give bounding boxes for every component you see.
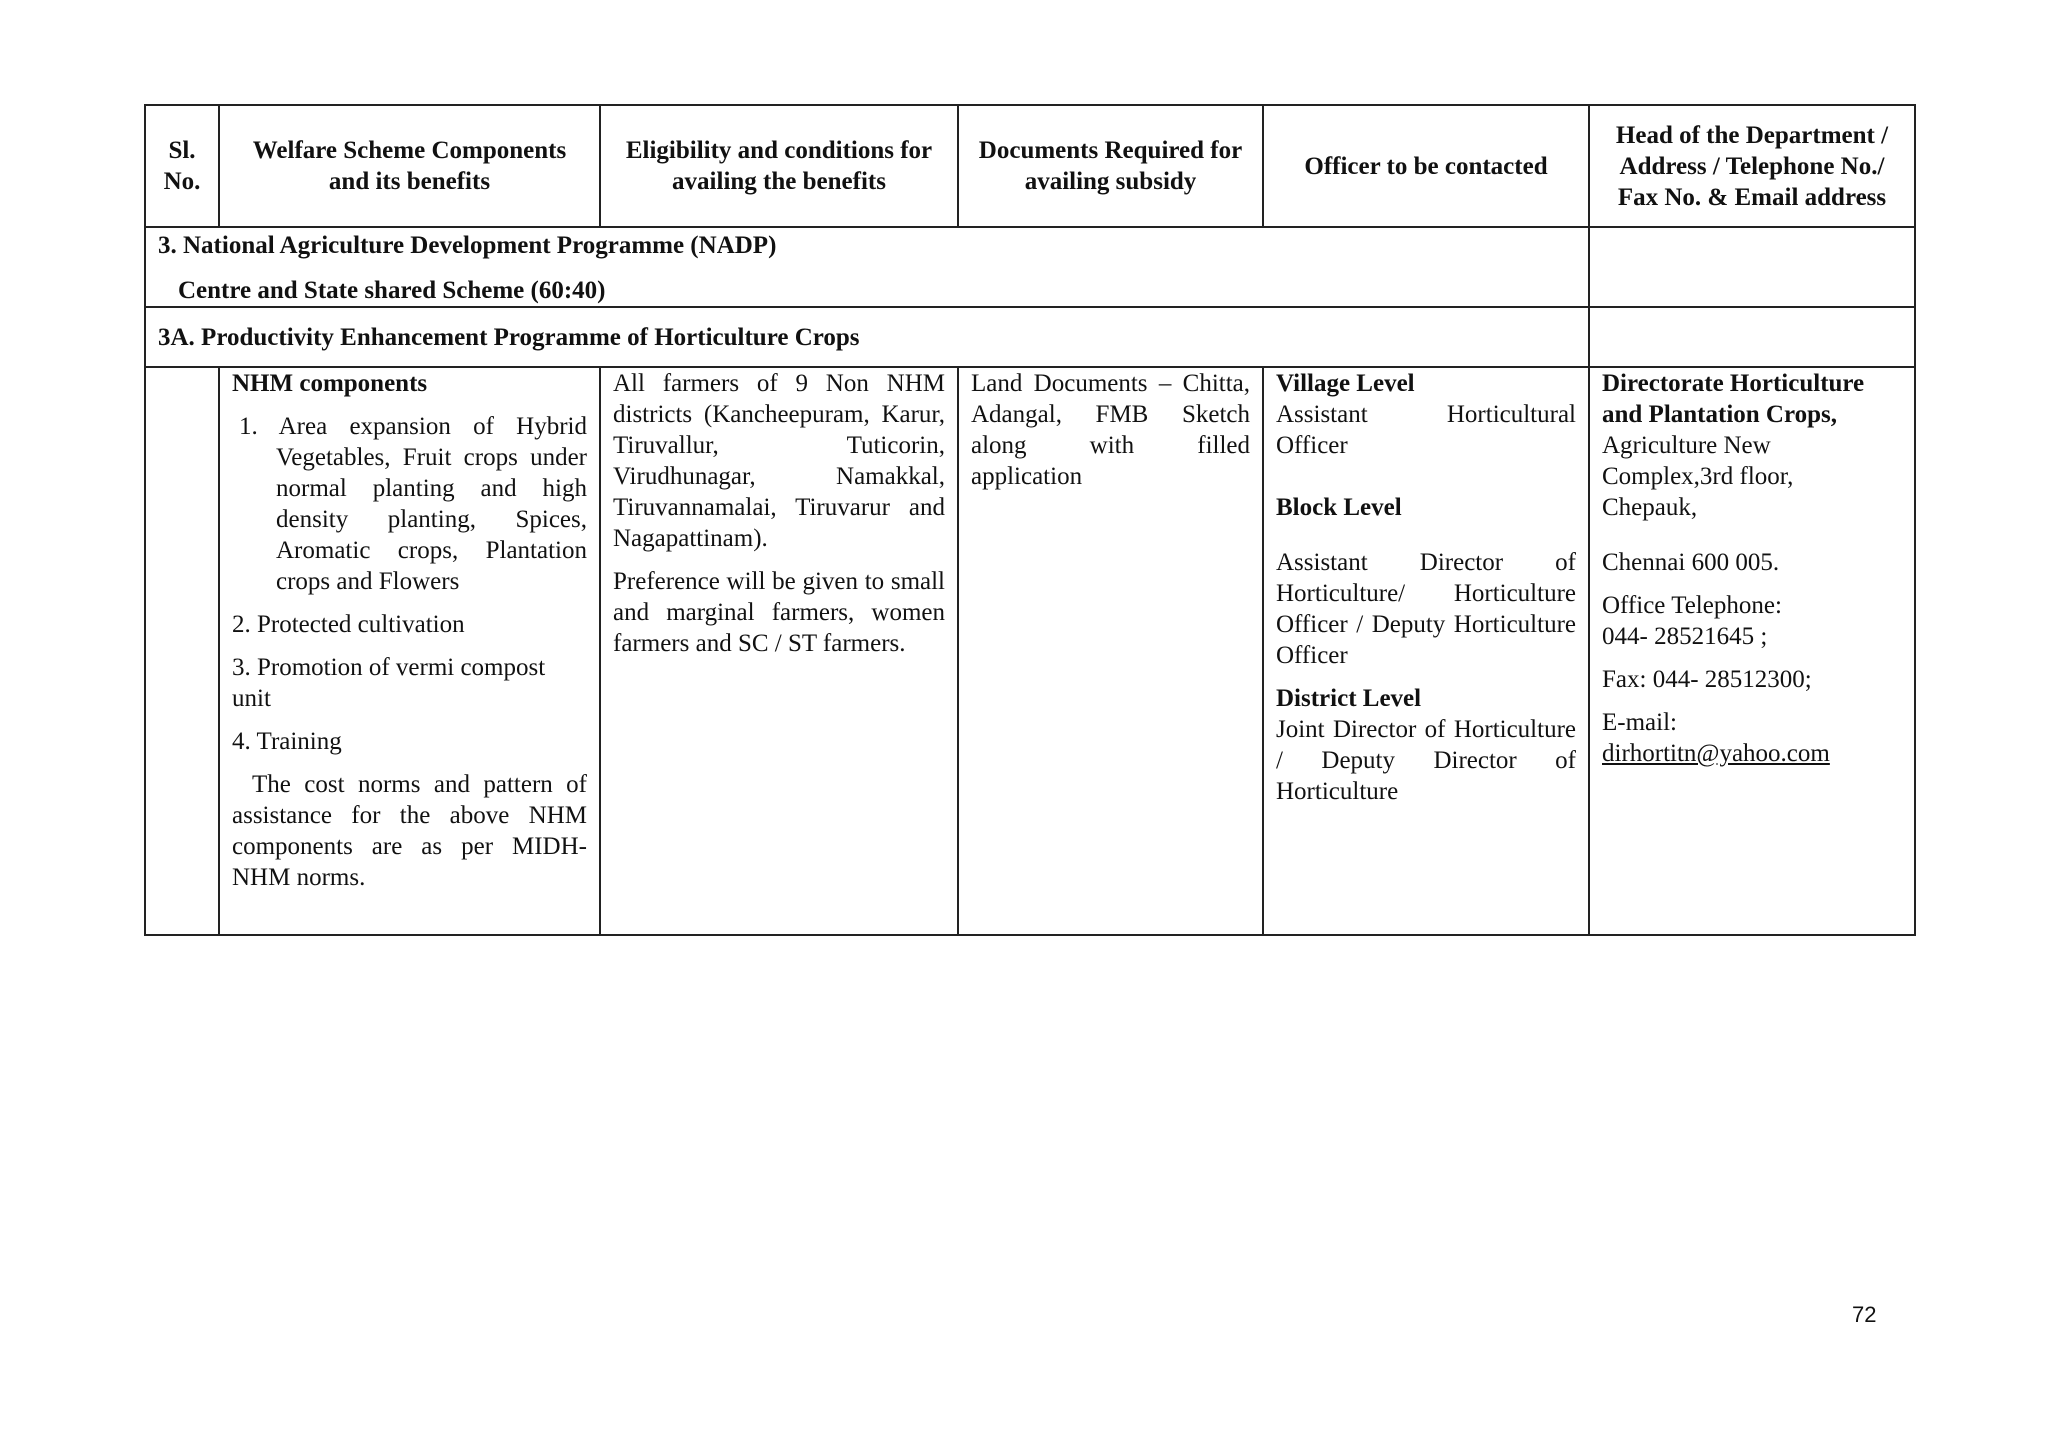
scheme-item-2: 2. Protected cultivation [232, 611, 465, 638]
scheme-item-3: 3. Promotion of vermi compost unit [232, 654, 546, 712]
section-3-row [145, 227, 1915, 307]
header-scheme: Welfare Scheme Components and its benefits [219, 105, 600, 227]
head-telephone-label: Office Telephone: [1602, 592, 1782, 619]
head-org: Directorate Horticulture and Plantation Crops, [1602, 370, 1865, 428]
header-row [145, 105, 1915, 227]
header-head-of-department: Head of the Department / Address / Telephone No./ Fax No. & Email address [1589, 105, 1915, 227]
scheme-title: NHM components [232, 370, 428, 397]
table-row [145, 367, 1915, 935]
head-email-link[interactable]: dirhortitn@yahoo.com [1602, 740, 1830, 767]
eligibility-preference: Preference will be given to small and marginal farmers, women farmers and SC / ST farmers. [613, 568, 945, 657]
sl-no-cell [145, 367, 219, 935]
scheme-cell [219, 367, 600, 935]
eligibility-districts: All farmers of 9 Non NHM districts (Kancheepuram, Karur, Tiruvallur, Tuticorin, Virudhunagar, Namakkal, Tiruvannamalai, Tiruvarur and Nagapattinam). [613, 370, 945, 552]
scheme-note: The cost norms and pattern of assistance for the above NHM components are as per MIDH-NHM norms. [232, 771, 587, 891]
head-address-1: Agriculture New [1602, 432, 1771, 459]
head-email-label: E-mail: [1602, 709, 1677, 736]
header-documents: Documents Required for availing subsidy [958, 105, 1263, 227]
documents-cell [958, 367, 1263, 935]
documents-text: Land Documents – Chitta, Adangal, FMB Sketch along with filled application [971, 370, 1250, 490]
village-level-label: Village Level [1276, 370, 1415, 397]
scheme-item-1: 1. Area expansion of Hybrid Vegetables, Fruit crops under normal planting and high density planting, Spices, Aromatic crops, Plantation crops and Flowers [239, 413, 587, 595]
head-cell [1589, 367, 1915, 935]
head-city: Chennai 600 005. [1602, 549, 1780, 576]
section-3-subtitle: Centre and State shared Scheme (60:40) [178, 277, 606, 304]
header-eligibility: Eligibility and conditions for availing the benefits [600, 105, 958, 227]
block-level-officer: Assistant Director of Horticulture/ Horticulture Officer / Deputy Horticulture Officer [1276, 549, 1576, 669]
header-officer: Officer to be contacted [1263, 105, 1589, 227]
head-telephone: 044- 28521645 ; [1602, 623, 1768, 650]
district-level-officer: Joint Director of Horticulture / Deputy Director of Horticulture [1276, 716, 1576, 805]
eligibility-cell [600, 367, 958, 935]
head-address-2: Complex,3rd floor, [1602, 463, 1794, 490]
section-3a-row [145, 307, 1915, 367]
section-3-title: 3. National Agriculture Development Programme (NADP) [158, 232, 777, 259]
section-3a-title: 3A. Productivity Enhancement Programme of Horticulture Crops [145, 307, 1589, 367]
village-level-officer: Assistant Horticultural Officer [1276, 401, 1576, 459]
district-level-label: District Level [1276, 685, 1422, 712]
officer-cell [1263, 367, 1589, 935]
section-3-cell [145, 227, 1589, 307]
scheme-item-4: 4. Training [232, 728, 342, 755]
head-fax: Fax: 044- 28512300; [1602, 666, 1812, 693]
section-3-empty-cell [1589, 227, 1915, 307]
scheme-table [144, 104, 1916, 936]
head-address-3: Chepauk, [1602, 494, 1698, 521]
block-level-label: Block Level [1276, 494, 1402, 521]
page-number: 72 [1852, 1302, 1877, 1327]
section-3a-empty-cell [1589, 307, 1915, 367]
header-sl-no: Sl. No. [145, 105, 219, 227]
